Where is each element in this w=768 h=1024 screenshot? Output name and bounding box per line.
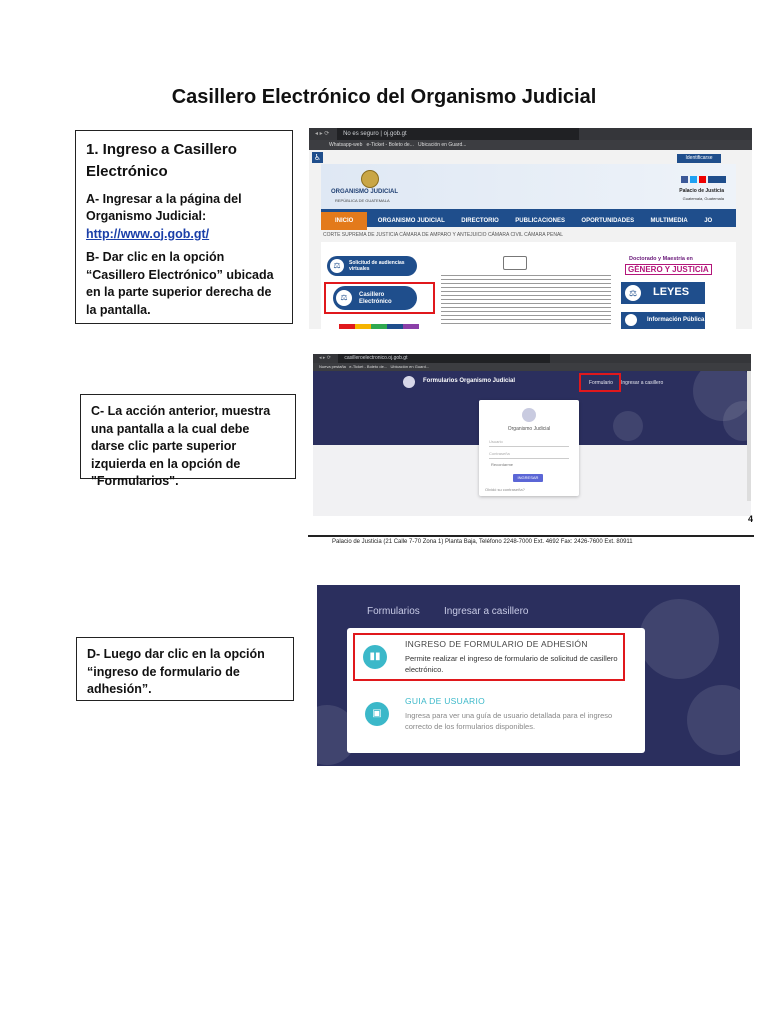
bookmark-1[interactable]: Whatsapp-web — [329, 142, 363, 148]
step1-box — [75, 130, 293, 324]
bookmark-3[interactable]: Ubicación en Guard... — [418, 142, 467, 148]
menu-item-guia[interactable] — [351, 690, 641, 740]
scales-icon: ⚖ — [625, 285, 641, 301]
menu-ingresar[interactable]: Ingresar a casillero — [621, 380, 664, 386]
form-icon: ▮▮ — [363, 645, 387, 669]
info-icon — [625, 314, 637, 326]
user-input[interactable]: Usuario — [489, 438, 569, 447]
decree-emblem-icon — [503, 256, 527, 270]
card-title: Organismo Judicial — [507, 426, 551, 432]
screenshot-oj-website — [309, 128, 752, 329]
oj-logo-sub: REPÚBLICA DE GUATEMALA — [335, 198, 390, 203]
page-title: Casillero Electrónico del Organismo Judicial — [171, 86, 597, 108]
page-number: 4 — [748, 514, 754, 524]
leyes-label: LEYES — [653, 286, 690, 298]
leyes-button[interactable] — [621, 282, 705, 304]
forgot-link[interactable]: Olvidó su contraseña? — [485, 487, 525, 492]
casillero-icon: ⚖ — [336, 290, 352, 306]
oj-nav — [321, 209, 736, 227]
step-d-box — [76, 637, 294, 701]
menu-formularios[interactable]: Formulario — [589, 380, 613, 386]
bookmark-2[interactable]: e-Ticket - Boleto de... — [366, 142, 414, 148]
solicitud-label: Solicitud de audiencias virtuales — [349, 260, 405, 272]
bookmark-2-2[interactable]: e-Ticket - Boleto de... — [349, 364, 388, 369]
item2-desc: Ingresa para ver una guía de usuario detallada para el ingreso correcto de los formularios disponibles. — [405, 711, 613, 731]
page-rule — [308, 535, 754, 537]
casillero-label: Casillero Electrónico — [359, 292, 392, 305]
sub-links[interactable]: CORTE SUPREMA DE JUSTICIA CÁMARA DE AMPARO Y ANTEJUICIO CÁMARA CIVIL CÁMARA PENAL — [323, 232, 564, 238]
brand-title[interactable]: Formularios Organismo Judicial — [423, 378, 516, 384]
genero-label[interactable]: GÉNERO Y JUSTICIA — [625, 264, 712, 275]
nav-multimedia[interactable]: MULTIMEDIA — [650, 218, 688, 224]
brand-seal-icon — [403, 376, 415, 388]
step1-b-text: B- Dar clic en la opción “Casillero Electrónico” ubicada en la parte superior derecha de la pantalla. — [86, 250, 274, 317]
bookmark-2-1[interactable]: Nueva pestaña — [319, 364, 346, 369]
social-icons — [681, 170, 726, 188]
screenshot-formularios-menu — [317, 585, 740, 766]
browser-bar-2: ◂ ▸ ⟳ casilleroelectronico.oj.gob.gt — [313, 354, 751, 363]
login-button[interactable]: INGRESAR — [513, 474, 543, 482]
browser-bar: ◂ ▸ ⟳ No es seguro | oj.gob.gt — [309, 128, 752, 140]
highlight-casillero — [324, 282, 435, 314]
decree-text-block — [441, 272, 611, 326]
info-publica-button[interactable] — [621, 312, 705, 329]
nav-directorio[interactable]: DIRECTORIO — [461, 218, 499, 224]
step1-a-label: A- Ingresar a la página del Organismo Judicial: — [86, 191, 242, 223]
decor-circle — [639, 599, 719, 679]
address-bar-2[interactable]: casilleroelectronico.oj.gob.gt — [338, 354, 550, 363]
address-bar[interactable]: No es seguro | oj.gob.gt — [337, 128, 579, 140]
step-d-text: D- Luego dar clic en la opción “ingreso de formulario de adhesión”. — [87, 647, 265, 696]
scrollbar[interactable] — [747, 371, 751, 501]
bookmarks-bar — [309, 140, 752, 150]
page-footer: Palacio de Justicia (21 Calle 7-70 Zona 1) Planta Baja, Teléfono 2248-7000 Ext. 4692 Fax: 2426-7600 Ext. 80911 — [332, 539, 633, 545]
bookmark-2-3[interactable]: Ubicación en Guard... — [390, 364, 430, 369]
oj-logo-seal-icon — [361, 170, 379, 188]
identificarse-button[interactable]: Identificarse — [677, 154, 721, 163]
info-publica-label: Información Pública — [647, 317, 705, 323]
nav-jo[interactable]: JO — [704, 218, 713, 224]
doctorado-label: Doctorado y Maestría en — [629, 256, 693, 262]
gavel-icon: ⚖ — [330, 259, 344, 273]
step1-a-text — [86, 191, 282, 244]
oj-header — [321, 164, 736, 209]
step-c-box — [80, 394, 296, 488]
highlight-formularios — [579, 373, 621, 392]
screenshot-formularios-login — [313, 354, 751, 516]
nav-oportunidades[interactable]: OPORTUNIDADES — [581, 218, 635, 224]
color-strip — [339, 324, 419, 329]
highlight-adhesion — [353, 633, 625, 681]
nav-inicio[interactable]: INICIO — [321, 212, 367, 230]
header-address-2: Guatemala, Guatemala — [682, 196, 724, 201]
step-c-text: C- La acción anterior, muestra una pantalla a la cual debe darse clic parte superior izquierda en la opción de "Formularios". — [91, 404, 271, 488]
item2-title: GUIA DE USUARIO — [405, 696, 486, 706]
header-address-1: Palacio de Justicia — [679, 188, 724, 194]
accessibility-icon[interactable]: ♿ — [313, 153, 322, 162]
nav-publicaciones[interactable]: PUBLICACIONES — [515, 218, 565, 224]
guide-icon: ▣ — [365, 702, 389, 726]
bookmarks-bar-2 — [313, 363, 751, 371]
nav-organismo[interactable]: ORGANISMO JUDICIAL — [377, 218, 445, 224]
menu-ingresar-3[interactable]: Ingresar a casillero — [444, 606, 529, 617]
content-area — [321, 242, 736, 329]
menu-formularios-3[interactable]: Formularios — [367, 606, 420, 617]
card-seal-icon — [522, 408, 536, 422]
solicitud-button[interactable] — [327, 256, 417, 276]
password-input[interactable]: Contraseña — [489, 450, 569, 459]
step1-heading: 1. Ingreso a Casillero Electrónico — [86, 141, 237, 180]
remember-checkbox[interactable]: Recordarme — [491, 462, 514, 467]
decor-circle — [687, 685, 740, 755]
item1-desc: Permite realizar el ingreso de formulario de solicitud de casillero electrónico. — [405, 654, 618, 674]
login-card — [479, 400, 579, 496]
menu-card — [347, 628, 645, 753]
oj-link[interactable]: http://www.oj.gob.gt/ — [86, 226, 210, 241]
oj-logo-text: ORGANISMO JUDICIAL — [331, 189, 399, 195]
decor-circle — [613, 411, 643, 441]
item1-title: INGRESO DE FORMULARIO DE ADHESIÓN — [405, 639, 588, 649]
